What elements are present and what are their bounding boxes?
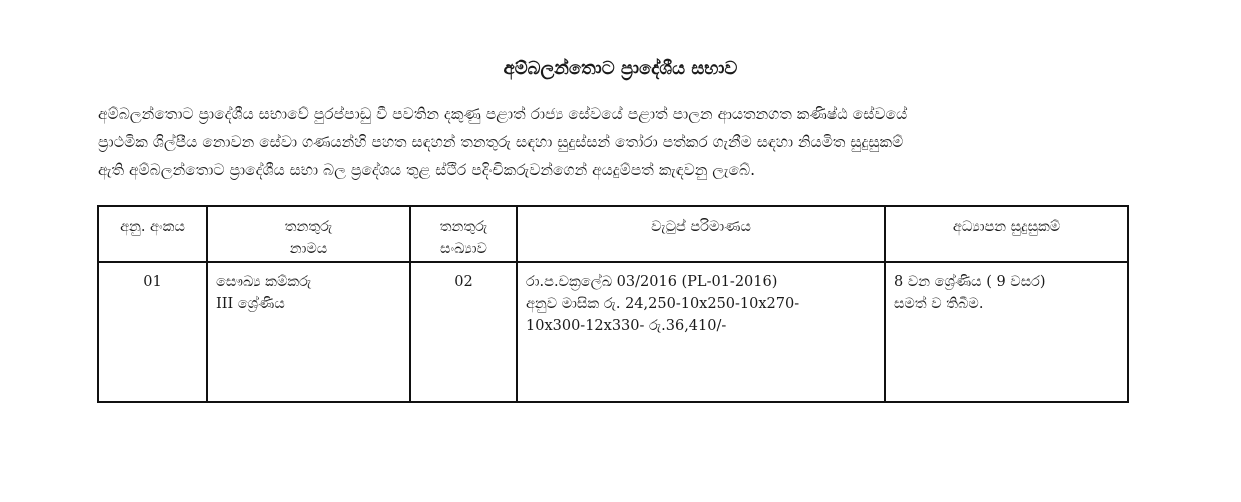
intro-line: ඇති අම්බලන්තොට ප්‍රාදේශීය සභා බල ප්‍රදේශය තුළ ස්ථිර පදිංචිකරුවන්ගෙන් අයදුම්පත් කැඳවනු ලැබේ. [98,161,756,179]
cell-post-name: සෞඛ්‍ය කම්කරු III ශ්‍රේණිය [207,262,410,402]
table-row [98,262,1128,402]
page-title: අම්බලන්තොට ප්‍රාදේශීය සභාව [503,58,738,79]
cell-post-count: 02 [410,262,517,402]
intro-paragraph [98,100,1128,184]
cell-qualifications: 8 වන ශ්‍රේණිය ( 9 වසර) සමත් ව තිබීම. [885,262,1128,402]
intro-line: ප්‍රාථමික ශිල්පීය නොවන සේවා ගණයන්හි පහත සඳහන් තනතුරු සඳහා සුදුස්සන් තෝරා පත්කර ගැනීම සඳහා නියමිත සුදුසුකම් [98,133,904,151]
header-qualifications: අධ්‍යාපන සුදුසුකම් [885,206,1128,262]
vacancy-table [97,205,1129,403]
table-header-row [98,206,1128,262]
header-post-name: තනතුරු නාමය [207,206,410,262]
intro-line: අම්බලන්තොට ප්‍රාදේශීය සභාවේ පුරප්පාඩු වී පවතින දකුණු පළාත් රාජ්‍ය සේවයේ පළාත් පාලන ආයතනගත කණිෂ්ඨ සේවයේ [98,105,908,123]
cell-salary-scale: රා.ප.චක්‍රලේඛ 03/2016 (PL-01-2016) අනුව මාසික රු. 24,250-10x250-10x270- 10x300-12x330- රු.36,410/- [517,262,885,402]
header-salary-scale: වැටුප් පරිමාණය [517,206,885,262]
header-post-count: තනතුරු සංඛ්‍යාව [410,206,517,262]
header-serial-no: අනු. අංකය [98,206,207,262]
cell-serial-no: 01 [98,262,207,402]
